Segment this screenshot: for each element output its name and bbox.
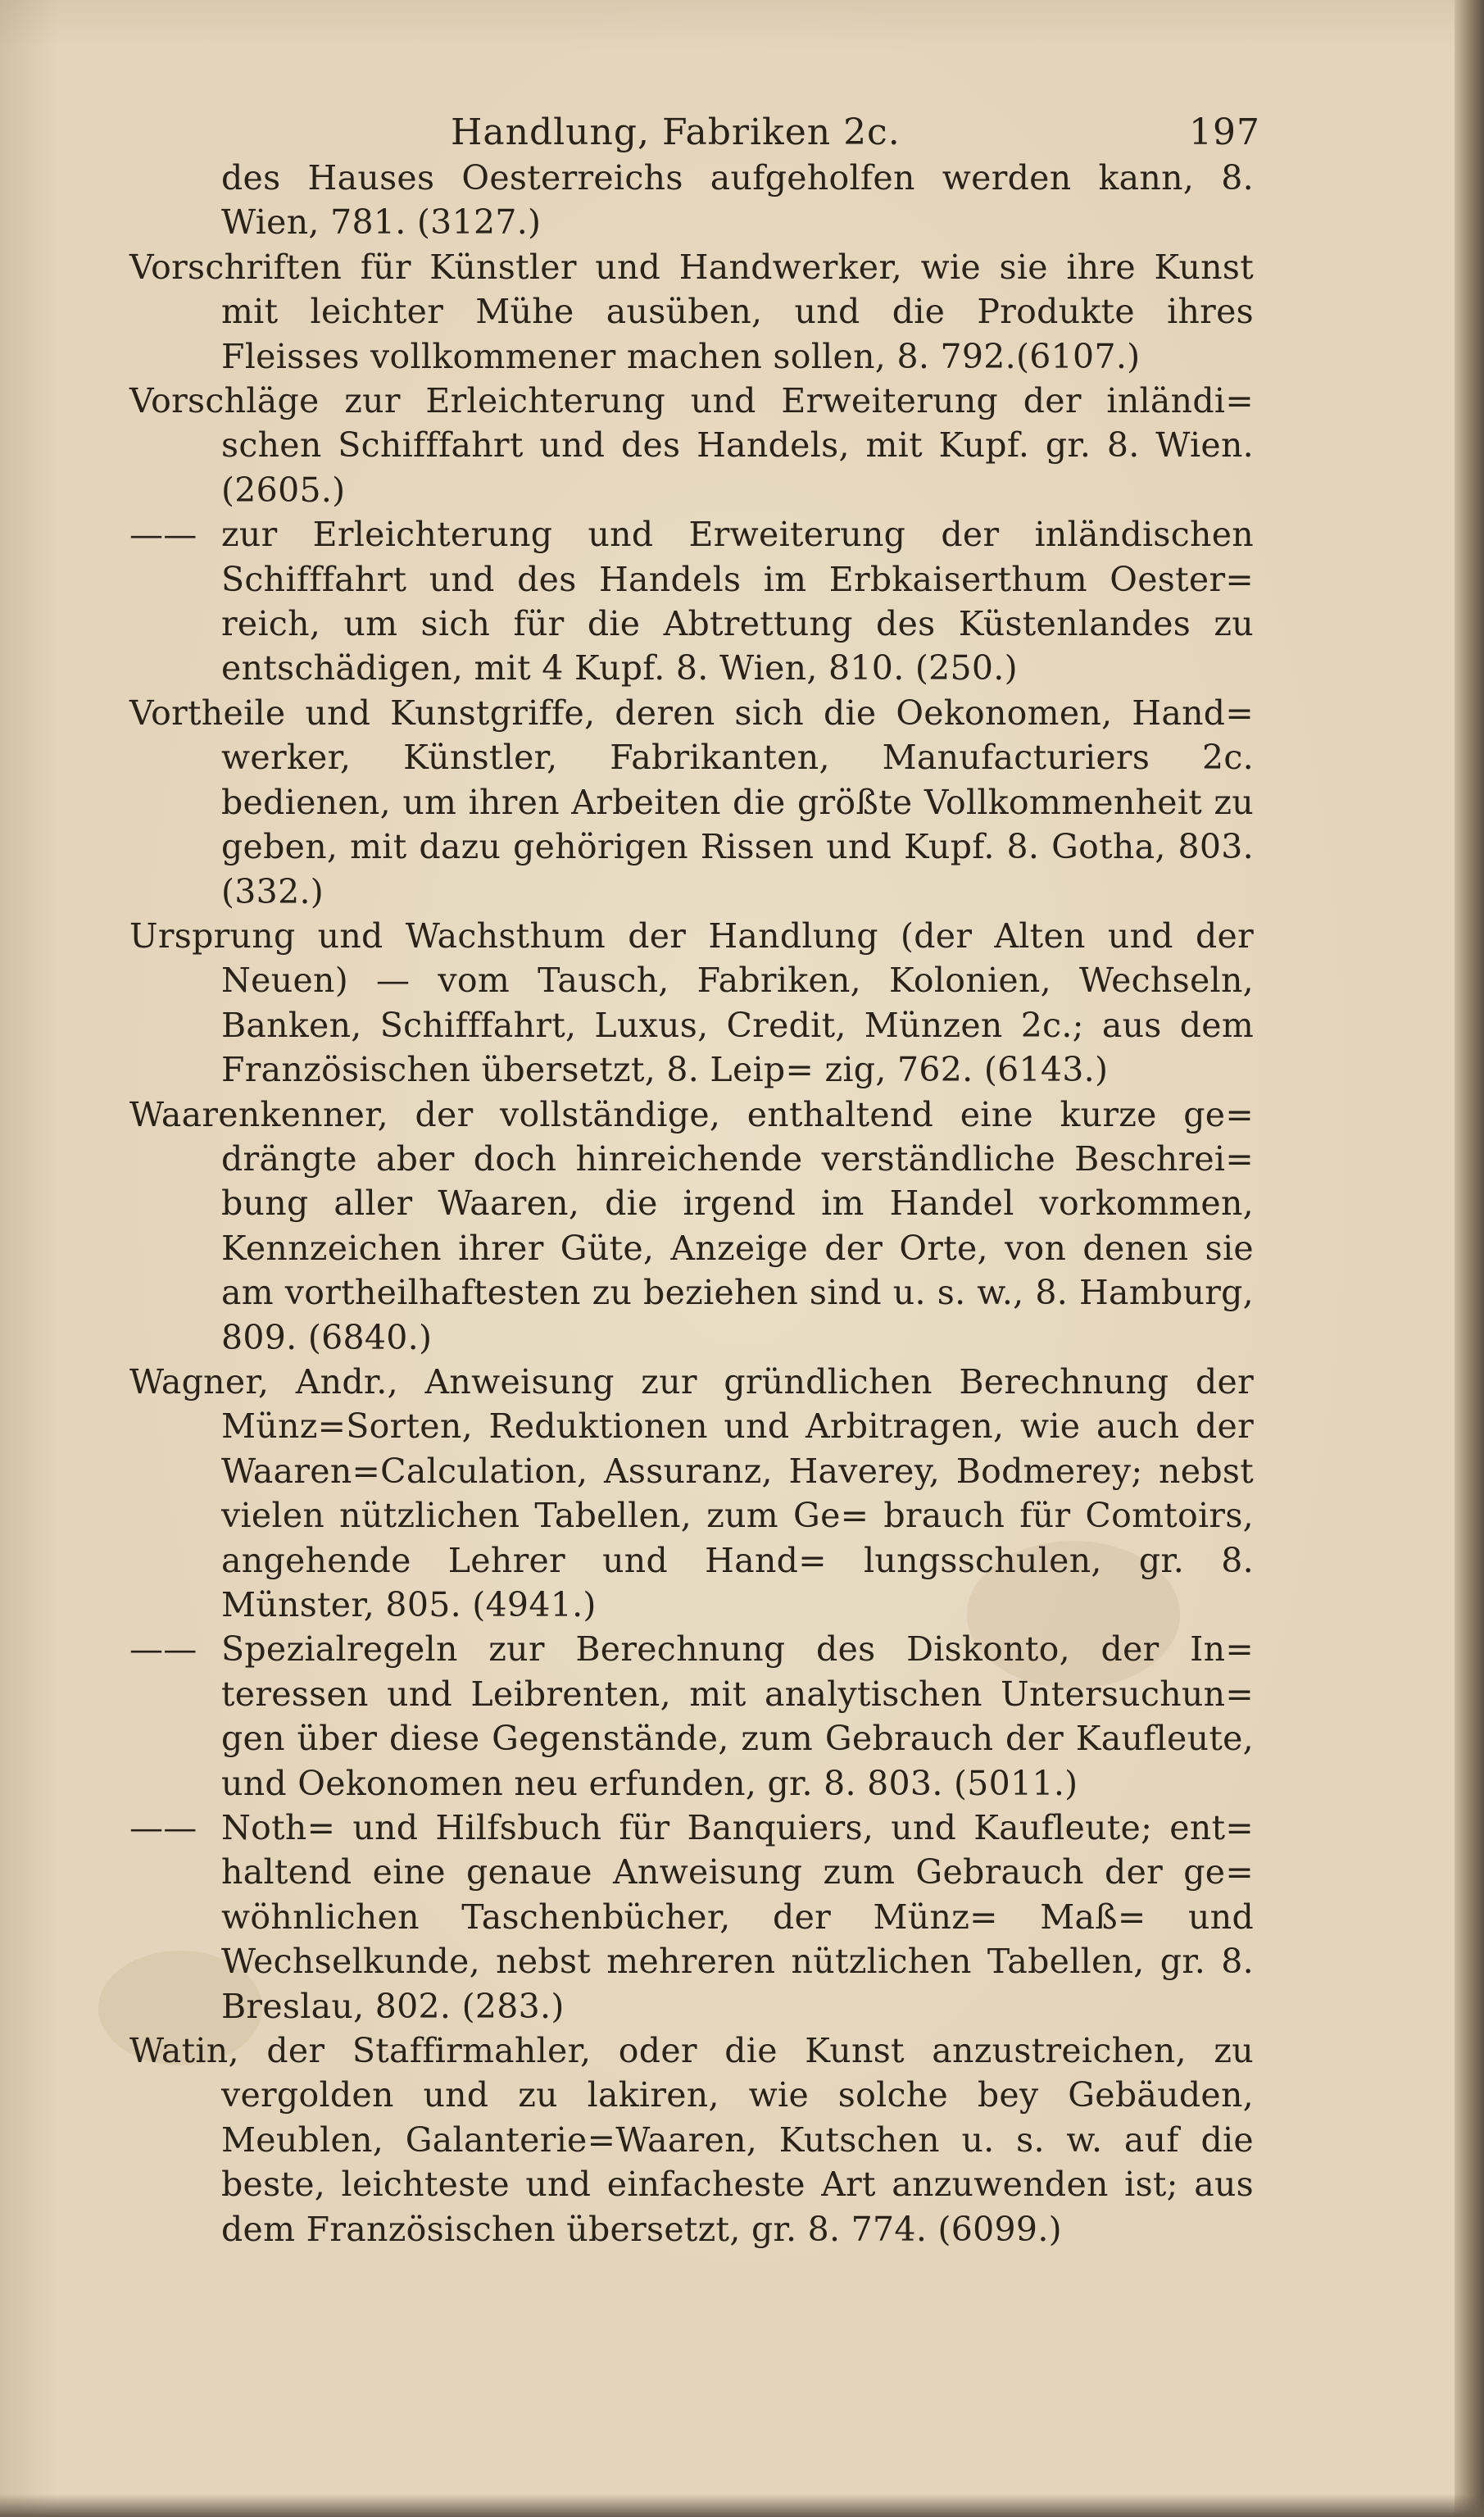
page-number: 197 — [1189, 111, 1260, 153]
catalog-entry — [129, 156, 1254, 245]
entry-text: des Hauses Oesterreichs aufgeholfen werden kann, 8. Wien, 781. (3127.) — [221, 158, 1254, 243]
entry-text: Spezialregeln zur Berechnung des Diskonto, der In= teressen und Leibrenten, mit analytischen Untersuchun= gen über diese Gegenstände, zum Gebrauch der Kaufleute, und Oekonomen neu erfunden, gr. 8. 803. (5011.) — [221, 1629, 1254, 1803]
running-title: Handlung, Fabriken 2c. — [451, 111, 901, 153]
catalog-entry — [129, 1627, 1254, 1806]
entry-text: Waarenkenner, der vollständige, enthaltend eine kurze ge= drängte aber doch hinreichende verständliche Beschrei= bung aller Waaren, die irgend im Handel vorkommen, Kennzeichen ihrer Güte, Anzeige der Orte, von denen sie am vortheilhaftesten zu beziehen sind u. s. w., 8. Hamburg, 809. (6840.) — [129, 1094, 1254, 1357]
entry-text: Wagner, Andr., Anweisung zur gründlichen Berechnung der Münz=Sorten, Reduktionen und Arbitragen, wie auch der Waaren=Calculation, Assuranz, Haverey, Bodmerey; nebst vielen nützlichen Tabellen, zum Ge= brauch für Comtoirs, angehende Lehrer und Hand= lungsschulen, gr. 8. Münster, 805. (4941.) — [129, 1361, 1254, 1624]
ditto-dash: —— — [129, 1808, 197, 1848]
page-content — [129, 105, 1260, 2251]
entry-text: Vortheile und Kunstgriffe, deren sich die Oekonomen, Hand= werker, Künstler, Fabrikanten, Manufacturiers 2c. bedienen, um ihren Arbeiten die größte Vollkommenheit zu geben, mit dazu gehörigen Rissen und Kupf. 8. Gotha, 803. (332.) — [129, 693, 1254, 911]
catalog-entry — [129, 512, 1254, 691]
book-bottom-edge — [0, 2494, 1484, 2517]
entry-list — [129, 156, 1254, 2251]
catalog-entry — [129, 1093, 1254, 1360]
ditto-dash: —— — [129, 1629, 197, 1670]
entry-text: Vorschriften für Künstler und Handwerker, wie sie ihre Kunst mit leichter Mühe ausüben, und die Produkte ihres Fleisses vollkommener machen sollen, 8. 792.(6107.) — [129, 247, 1254, 376]
entry-text: Watin, der Staffirmahler, oder die Kunst anzustreichen, zu vergolden und zu lakiren, wie solche bey Gebäuden, Meublen, Galanterie=Waaren, Kutschen u. s. w. auf die beste, leichteste und einfacheste Art anzuwenden ist; aus dem Französischen übersetzt, gr. 8. 774. (6099.) — [129, 2031, 1254, 2249]
catalog-entry — [129, 2029, 1254, 2251]
catalog-entry — [129, 379, 1254, 512]
entry-text: Ursprung und Wachsthum der Handlung (der Alten und der Neuen) — vom Tausch, Fabriken, Kolonien, Wechseln, Banken, Schifffahrt, Luxus, Credit, Münzen 2c.; aus dem Französischen übersetzt, 8. Leip= zig, 762. (6143.) — [129, 915, 1254, 1090]
running-head — [129, 105, 1260, 156]
catalog-entry — [129, 1806, 1254, 2029]
entry-text: zur Erleichterung und Erweiterung der inländischen Schifffahrt und des Handels im Erbkaiserthum Oester= reich, um sich für die Abtrettung des Küstenlandes zu entschädigen, mit 4 Kupf. 8. Wien, 810. (250.) — [221, 515, 1254, 688]
entry-text: Noth= und Hilfsbuch für Banquiers, und Kaufleute; ent= haltend eine genaue Anweisung zum Gebrauch der ge= wöhnlichen Taschenbücher, der Münz= Maß= und Wechselkunde, nebst mehreren nützlichen Tabellen, gr. 8. Breslau, 802. (283.) — [221, 1808, 1254, 2026]
entry-text: Vorschläge zur Erleichterung und Erweiterung der inländi= schen Schifffahrt und des Handels, mit Kupf. gr. 8. Wien. (2605.) — [129, 381, 1254, 510]
catalog-entry — [129, 914, 1254, 1093]
catalog-entry — [129, 691, 1254, 914]
book-edge — [1455, 0, 1484, 2517]
catalog-entry — [129, 245, 1254, 379]
ditto-dash: —— — [129, 515, 197, 555]
catalog-entry — [129, 1360, 1254, 1627]
